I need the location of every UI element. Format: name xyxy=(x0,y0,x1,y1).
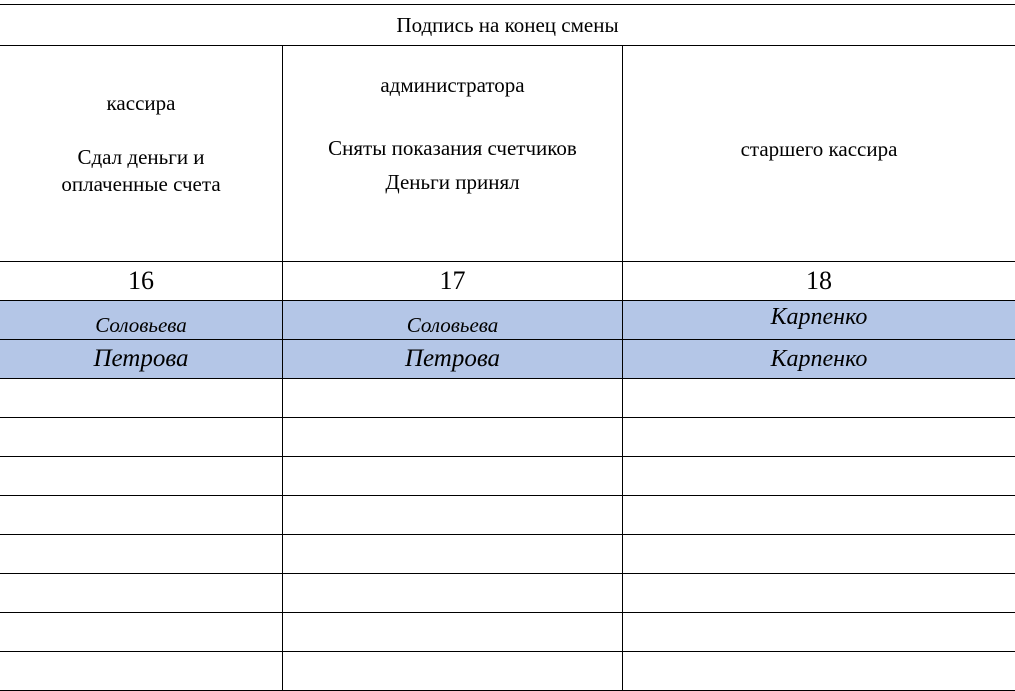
table-row xyxy=(0,340,1015,379)
signature-cell[interactable] xyxy=(622,652,1015,690)
signature-cell[interactable] xyxy=(0,340,282,378)
signature-cell[interactable] xyxy=(0,613,282,651)
table-row xyxy=(0,496,1015,535)
signature-table xyxy=(0,4,1015,691)
signature-cell[interactable] xyxy=(282,457,622,495)
title-row xyxy=(0,4,1015,46)
signature-cell[interactable] xyxy=(622,535,1015,573)
number-cell xyxy=(282,262,622,300)
signature-name: Петрова xyxy=(93,345,189,372)
signature-cell[interactable] xyxy=(622,457,1015,495)
signature-cell[interactable] xyxy=(622,301,1015,339)
signature-cell[interactable] xyxy=(622,379,1015,417)
table-row xyxy=(0,652,1015,691)
table-row xyxy=(0,379,1015,418)
signature-name: Карпенко xyxy=(770,345,868,372)
signature-cell[interactable] xyxy=(622,340,1015,378)
signature-cell[interactable] xyxy=(622,613,1015,651)
signature-cell[interactable] xyxy=(282,379,622,417)
signature-cell[interactable] xyxy=(622,418,1015,456)
signature-cell[interactable] xyxy=(0,457,282,495)
signature-cell[interactable] xyxy=(0,652,282,690)
signature-cell[interactable] xyxy=(282,301,622,339)
signature-name: Карпенко xyxy=(770,303,868,330)
signature-cell[interactable] xyxy=(0,418,282,456)
note-line: Сняты показания счетчиков xyxy=(328,135,577,160)
signature-cell[interactable] xyxy=(0,535,282,573)
column-number: 16 xyxy=(128,266,154,295)
note-line: Деньги принял xyxy=(385,169,520,194)
signature-name: Соловьева xyxy=(406,312,499,337)
table-row xyxy=(0,301,1015,340)
note-line: Сдал деньги и xyxy=(77,144,205,169)
note-line: оплаченные счета xyxy=(61,171,221,196)
table-row xyxy=(0,535,1015,574)
table-row xyxy=(0,574,1015,613)
header-cell-cashier xyxy=(0,46,282,261)
signature-cell[interactable] xyxy=(622,574,1015,612)
role-label: кассира xyxy=(106,90,176,115)
signature-cell[interactable] xyxy=(282,574,622,612)
role-label: старшего кассира xyxy=(740,137,898,161)
signature-cell[interactable] xyxy=(282,613,622,651)
signature-cell[interactable] xyxy=(282,418,622,456)
signature-cell[interactable] xyxy=(0,301,282,339)
number-cell xyxy=(0,262,282,300)
signature-cell[interactable] xyxy=(282,535,622,573)
signature-cell[interactable] xyxy=(0,379,282,417)
column-number: 17 xyxy=(439,266,466,295)
signature-cell[interactable] xyxy=(0,496,282,534)
role-label: администратора xyxy=(380,72,525,97)
signature-cell[interactable] xyxy=(282,340,622,378)
signature-cell[interactable] xyxy=(0,574,282,612)
table-row xyxy=(0,418,1015,457)
signature-name: Петрова xyxy=(404,345,501,372)
column-number-row xyxy=(0,262,1015,301)
title-cell xyxy=(0,5,1015,45)
table-row xyxy=(0,457,1015,496)
header-cell-senior-cashier xyxy=(622,46,1015,261)
signature-cell[interactable] xyxy=(282,496,622,534)
header-cell-administrator xyxy=(282,46,622,261)
signature-name: Соловьева xyxy=(95,312,187,337)
header-row xyxy=(0,46,1015,262)
signature-cell[interactable] xyxy=(282,652,622,690)
table-title: Подпись на конец смены xyxy=(396,12,619,37)
signature-cell[interactable] xyxy=(622,496,1015,534)
number-cell xyxy=(622,262,1015,300)
table-row xyxy=(0,613,1015,652)
column-number: 18 xyxy=(806,266,832,295)
